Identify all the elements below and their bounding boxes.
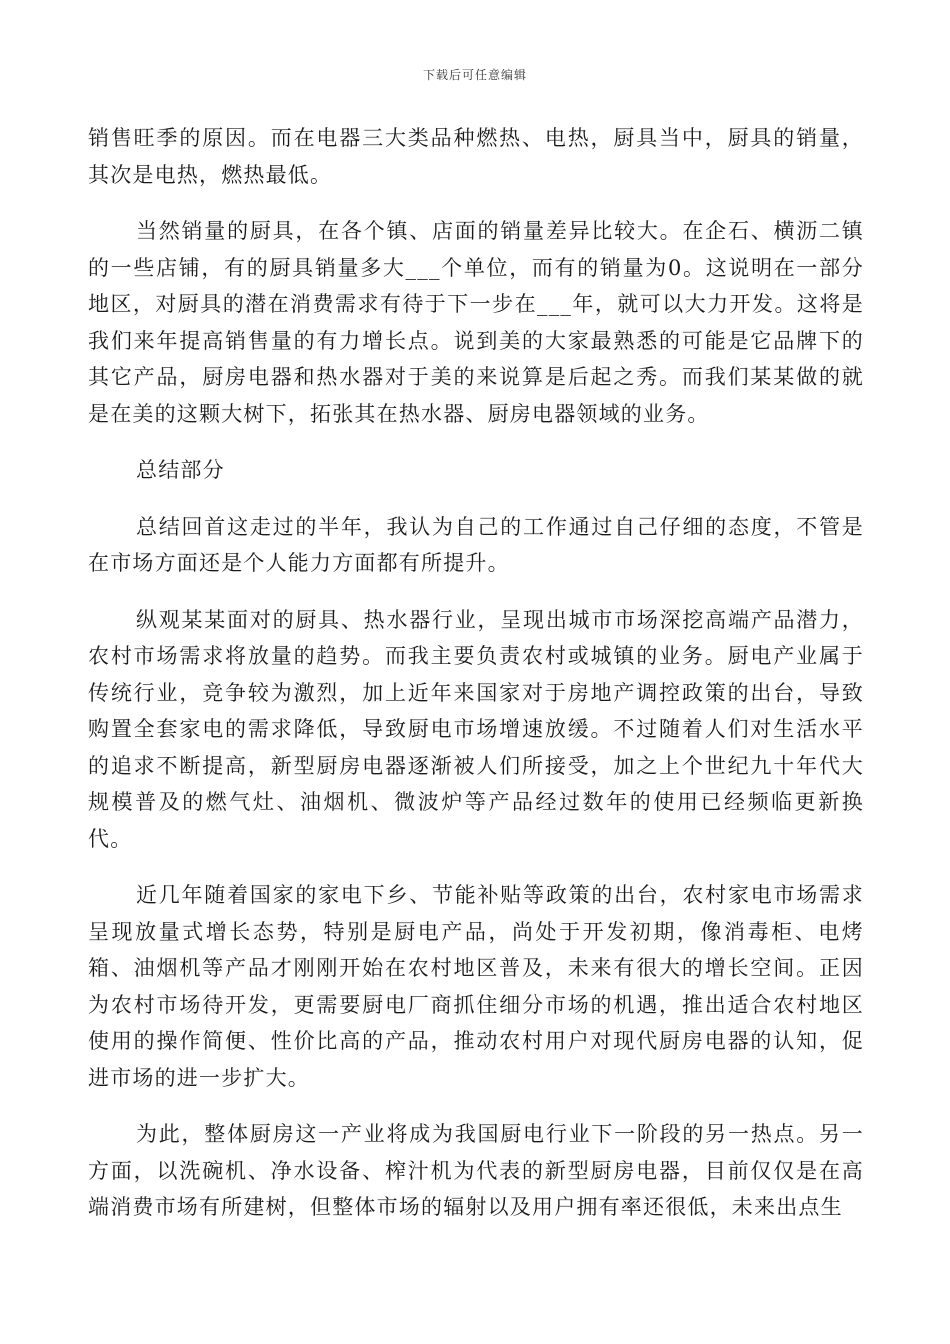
document-body bbox=[88, 120, 864, 1246]
paragraph: 销售旺季的原因。而在电器三大类品种燃热、电热，厨具当中，厨具的销量，其次是电热，燃热最低。 bbox=[88, 126, 864, 187]
paragraph: 近几年随着国家的家电下乡、节能补贴等政策的出台，农村家电市场需求呈现放量式增长态势，特别是厨电产品，尚处于开发初期，像消毒柜、电烤箱、油烟机等产品才刚刚开始在农村地区普及，未来有很大的增长空间。正因为农村市场待开发，更需要厨电厂商抓住细分市场的机遇，推出适合农村地区使用的操作简便、性价比高的产品，推动农村用户对现代厨房电器的认知，促进市场的进一步扩大。 bbox=[88, 883, 864, 1090]
paragraph: 总结回首这走过的半年，我认为自己的工作通过自己仔细的态度，不管是在市场方面还是个人能力方面都有所提升。 bbox=[88, 514, 864, 575]
section-heading: 总结部分 bbox=[136, 458, 225, 482]
page-header: 下载后可任意编辑 bbox=[422, 68, 527, 82]
paragraph: 纵观某某面对的厨具、热水器行业，呈现出城市市场深挖高端产品潜力，农村市场需求将放量的趋势。而我主要负责农村或城镇的业务。厨电产业属于传统行业，竞争较为激烈，加上近年来国家对于房地产调控政策的出台，导致购置全套家电的需求降低，导致厨电市场增速放缓。不过随着人们对生活水平的追求不断提高，新型厨房电器逐渐被人们所接受，加之上个世纪九十年代大规模普及的燃气灶、油烟机、微波炉等产品经过数年的使用已经频临更新换代。 bbox=[88, 607, 864, 851]
paragraph: 为此，整体厨房这一产业将成为我国厨电行业下一阶段的另一热点。另一方面，以洗碗机、净水设备、榨汁机为代表的新型厨房电器，目前仅仅是在高端消费市场有所建树，但整体市场的辐射以及用户拥有率还很低，未来出点生 bbox=[88, 1122, 864, 1219]
paragraph: 当然销量的厨具，在各个镇、店面的销量差异比较大。在企石、横沥二镇的一些店铺，有的厨具销量多大___个单位，而有的销量为0。这说明在一部分地区，对厨具的潜在消费需求有待于下一步在___年，就可以大力开发。这将是我们来年提高销售量的有力增长点。说到美的大家最熟悉的可能是它品牌下的其它产品，厨房电器和热水器对于美的来说算是后起之秀。而我们某某做的就是在美的这颗大树下，拓张其在热水器、厨房电器领域的业务。 bbox=[88, 219, 864, 426]
